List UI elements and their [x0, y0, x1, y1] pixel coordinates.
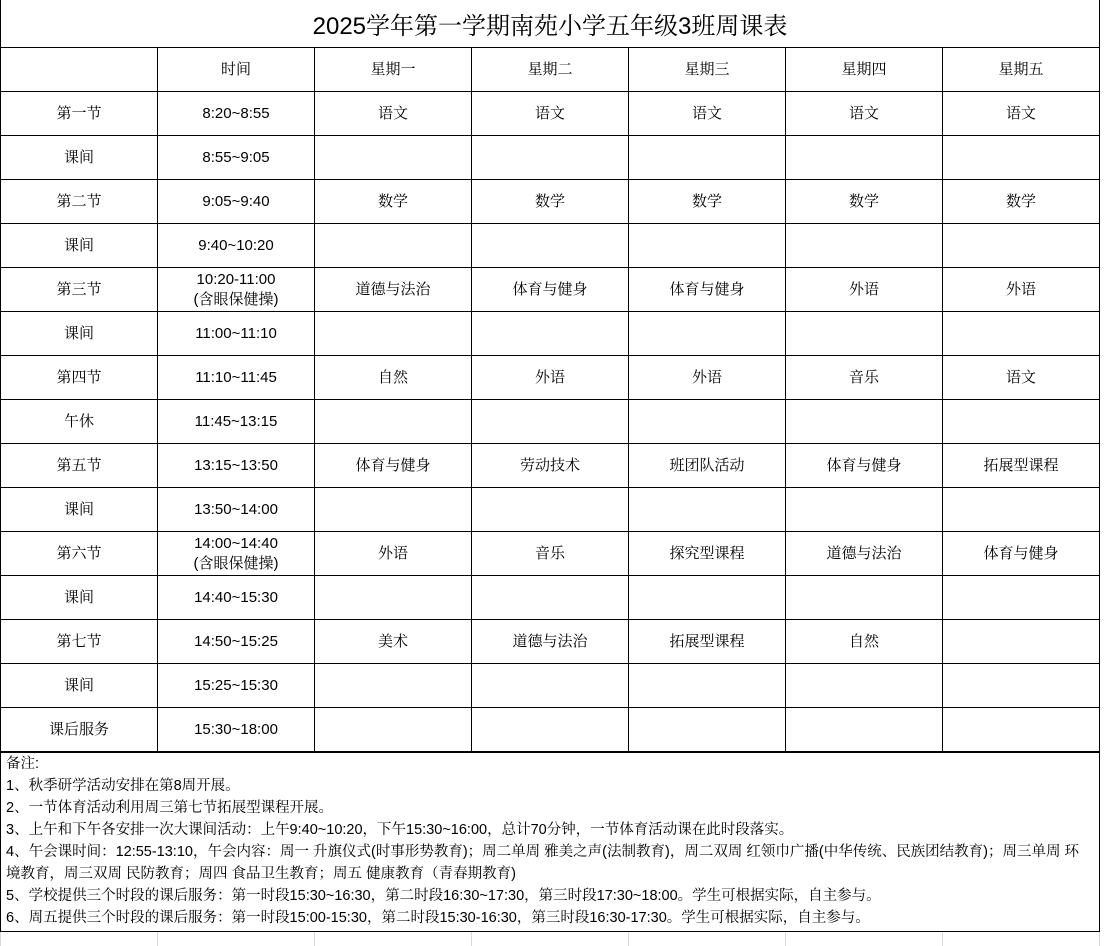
period-time-range: 10:20-11:00: [196, 270, 276, 288]
empty-grid-cell[interactable]: [472, 932, 629, 946]
empty-cell[interactable]: [472, 488, 629, 532]
empty-cell[interactable]: [943, 400, 1100, 444]
subject-monday[interactable]: 外语: [315, 532, 472, 576]
header-time[interactable]: 时间: [158, 48, 315, 92]
empty-cell[interactable]: [943, 312, 1100, 356]
schedule-row: [1, 576, 1100, 620]
period-label[interactable]: 课间: [1, 488, 158, 532]
empty-cell[interactable]: [315, 224, 472, 268]
empty-cell[interactable]: [786, 576, 943, 620]
schedule-row: [1, 708, 1100, 752]
empty-cell[interactable]: [629, 312, 786, 356]
subject-monday[interactable]: 自然: [315, 356, 472, 400]
period-label[interactable]: 课间: [1, 136, 158, 180]
subject-thursday[interactable]: 外语: [786, 268, 943, 312]
period-label[interactable]: 第六节: [1, 532, 158, 576]
empty-cell[interactable]: [472, 576, 629, 620]
period-label[interactable]: 课间: [1, 664, 158, 708]
header-day-thursday[interactable]: 星期四: [786, 48, 943, 92]
subject-tuesday[interactable]: 语文: [472, 92, 629, 136]
period-time[interactable]: 8:55~9:05: [158, 136, 315, 180]
empty-cell[interactable]: [943, 576, 1100, 620]
schedule-row: [1, 532, 1100, 576]
subject-thursday[interactable]: 音乐: [786, 356, 943, 400]
period-label[interactable]: 第一节: [1, 92, 158, 136]
subject-monday[interactable]: 语文: [315, 92, 472, 136]
subject-monday[interactable]: 美术: [315, 620, 472, 664]
period-time[interactable]: 9:05~9:40: [158, 180, 315, 224]
empty-cell[interactable]: [315, 400, 472, 444]
note-item: 1、秋季研学活动安排在第8周开展。: [6, 778, 240, 794]
subject-wednesday[interactable]: 数学: [629, 180, 786, 224]
empty-cell[interactable]: [472, 400, 629, 444]
schedule-row: [1, 444, 1100, 488]
schedule-row: [1, 356, 1100, 400]
period-label[interactable]: 第四节: [1, 356, 158, 400]
note-item: 3、上午和下午各安排一次大课间活动：上午9:40~10:20，下午15:30~16:00，总计70分钟，一节体育活动课在此时段落实。: [6, 822, 794, 838]
empty-cell[interactable]: [786, 136, 943, 180]
empty-cell[interactable]: [786, 488, 943, 532]
empty-cell[interactable]: [943, 664, 1100, 708]
empty-cell[interactable]: [315, 312, 472, 356]
sheet-title[interactable]: 2025学年第一学期南苑小学五年级3班周课表: [0, 0, 1100, 47]
subject-thursday[interactable]: 体育与健身: [786, 444, 943, 488]
period-label[interactable]: 课间: [1, 312, 158, 356]
subject-wednesday[interactable]: 外语: [629, 356, 786, 400]
period-time-range: 14:00~14:40: [194, 534, 278, 552]
subject-monday[interactable]: 数学: [315, 180, 472, 224]
schedule-table: [0, 47, 1100, 752]
period-label[interactable]: 第五节: [1, 444, 158, 488]
empty-cell[interactable]: [786, 400, 943, 444]
subject-tuesday[interactable]: 劳动技术: [472, 444, 629, 488]
empty-cell[interactable]: [315, 708, 472, 752]
empty-cell[interactable]: [315, 664, 472, 708]
empty-cell[interactable]: [472, 664, 629, 708]
schedule-row: [1, 224, 1100, 268]
subject-friday[interactable]: 体育与健身: [943, 532, 1100, 576]
period-label[interactable]: 课间: [1, 224, 158, 268]
header-day-friday[interactable]: 星期五: [943, 48, 1100, 92]
period-time[interactable]: 15:30~18:00: [158, 708, 315, 752]
subject-tuesday[interactable]: 外语: [472, 356, 629, 400]
schedule-row: [1, 180, 1100, 224]
subject-friday[interactable]: [943, 620, 1100, 664]
empty-cell[interactable]: [629, 224, 786, 268]
period-time[interactable]: 15:25~15:30: [158, 664, 315, 708]
empty-grid-row: [0, 932, 1100, 946]
period-label[interactable]: 课后服务: [1, 708, 158, 752]
empty-grid-cell[interactable]: [315, 932, 472, 946]
period-time[interactable]: 11:00~11:10: [158, 312, 315, 356]
empty-cell[interactable]: [943, 488, 1100, 532]
empty-cell[interactable]: [629, 664, 786, 708]
empty-cell[interactable]: [629, 136, 786, 180]
empty-cell[interactable]: [786, 664, 943, 708]
notes-cell[interactable]: [0, 752, 1100, 932]
empty-cell[interactable]: [629, 576, 786, 620]
period-time[interactable]: 9:40~10:20: [158, 224, 315, 268]
period-time[interactable]: 13:15~13:50: [158, 444, 315, 488]
period-time[interactable]: 13:50~14:00: [158, 488, 315, 532]
empty-grid-cell[interactable]: [629, 932, 786, 946]
note-item: 5、学校提供三个时段的课后服务：第一时段15:30~16:30，第二时段16:30~17:30，第三时段17:30~18:00。学生可根据实际，自主参与。: [6, 888, 881, 904]
empty-cell[interactable]: [943, 224, 1100, 268]
note-item: 2、一节体育活动利用周三第七节拓展型课程开展。: [6, 800, 334, 816]
subject-thursday[interactable]: 语文: [786, 92, 943, 136]
empty-cell[interactable]: [472, 312, 629, 356]
subject-wednesday[interactable]: 语文: [629, 92, 786, 136]
period-time[interactable]: 14:50~15:25: [158, 620, 315, 664]
subject-tuesday[interactable]: 音乐: [472, 532, 629, 576]
schedule-row: [1, 488, 1100, 532]
subject-monday[interactable]: 道德与法治: [315, 268, 472, 312]
empty-grid-cell[interactable]: [786, 932, 943, 946]
header-row: [1, 48, 1100, 92]
note-item: 4、午会课时间：12:55-13:10，午会内容：周一 升旗仪式(时事形势教育)；周二单周 雅美之声(法制教育)，周二双周 红领巾广播(中华传统、民族团结教育)；周三单周 环境教育，周三双周 民防教育；周四 食品卫生教育；周五 健康教育（青春期教育): [6, 844, 1080, 882]
empty-cell[interactable]: [315, 576, 472, 620]
schedule-row: [1, 620, 1100, 664]
subject-tuesday[interactable]: 道德与法治: [472, 620, 629, 664]
subject-tuesday[interactable]: 体育与健身: [472, 268, 629, 312]
note-item: 6、周五提供三个时段的课后服务：第一时段15:00-15:30，第二时段15:30-16:30，第三时段16:30-17:30。学生可根据实际，自主参与。: [6, 910, 870, 926]
period-time[interactable]: 11:10~11:45: [158, 356, 315, 400]
period-time-note: (含眼保健操): [193, 290, 279, 308]
subject-thursday[interactable]: 道德与法治: [786, 532, 943, 576]
header-corner-cell[interactable]: [1, 48, 158, 92]
period-label[interactable]: 午休: [1, 400, 158, 444]
empty-cell[interactable]: [943, 136, 1100, 180]
header-day-monday[interactable]: 星期一: [315, 48, 472, 92]
empty-grid-cell[interactable]: [1, 932, 158, 946]
empty-cell[interactable]: [629, 400, 786, 444]
period-time[interactable]: [158, 268, 315, 312]
empty-cell[interactable]: [629, 488, 786, 532]
period-label[interactable]: 第七节: [1, 620, 158, 664]
empty-cell[interactable]: [786, 312, 943, 356]
header-day-tuesday[interactable]: 星期二: [472, 48, 629, 92]
header-day-wednesday[interactable]: 星期三: [629, 48, 786, 92]
subject-tuesday[interactable]: 数学: [472, 180, 629, 224]
schedule-row: [1, 664, 1100, 708]
empty-cell[interactable]: [629, 708, 786, 752]
subject-friday[interactable]: 外语: [943, 268, 1100, 312]
notes-heading: 备注:: [6, 756, 40, 772]
schedule-row: [1, 92, 1100, 136]
subject-wednesday[interactable]: 拓展型课程: [629, 620, 786, 664]
empty-cell[interactable]: [472, 224, 629, 268]
subject-friday[interactable]: 语文: [943, 356, 1100, 400]
subject-wednesday[interactable]: 探究型课程: [629, 532, 786, 576]
subject-monday[interactable]: 体育与健身: [315, 444, 472, 488]
schedule-row: [1, 136, 1100, 180]
subject-wednesday[interactable]: 体育与健身: [629, 268, 786, 312]
subject-thursday[interactable]: 数学: [786, 180, 943, 224]
empty-cell[interactable]: [786, 224, 943, 268]
empty-grid-cell[interactable]: [158, 932, 315, 946]
subject-friday[interactable]: 数学: [943, 180, 1100, 224]
empty-cell[interactable]: [786, 708, 943, 752]
schedule-row: [1, 312, 1100, 356]
schedule-row: [1, 268, 1100, 312]
empty-cell[interactable]: [472, 136, 629, 180]
schedule-row: [1, 400, 1100, 444]
subject-thursday[interactable]: 自然: [786, 620, 943, 664]
period-label[interactable]: 第二节: [1, 180, 158, 224]
period-time[interactable]: 14:40~15:30: [158, 576, 315, 620]
period-time-note: (含眼保健操): [193, 554, 279, 572]
empty-grid-cell[interactable]: [943, 932, 1100, 946]
empty-cell[interactable]: [315, 136, 472, 180]
subject-friday[interactable]: 语文: [943, 92, 1100, 136]
empty-cell[interactable]: [315, 488, 472, 532]
empty-cell[interactable]: [943, 708, 1100, 752]
period-time[interactable]: 11:45~13:15: [158, 400, 315, 444]
period-label[interactable]: 第三节: [1, 268, 158, 312]
empty-cell[interactable]: [472, 708, 629, 752]
period-time[interactable]: 8:20~8:55: [158, 92, 315, 136]
subject-wednesday[interactable]: 班团队活动: [629, 444, 786, 488]
period-label[interactable]: 课间: [1, 576, 158, 620]
period-time[interactable]: [158, 532, 315, 576]
subject-friday[interactable]: 拓展型课程: [943, 444, 1100, 488]
